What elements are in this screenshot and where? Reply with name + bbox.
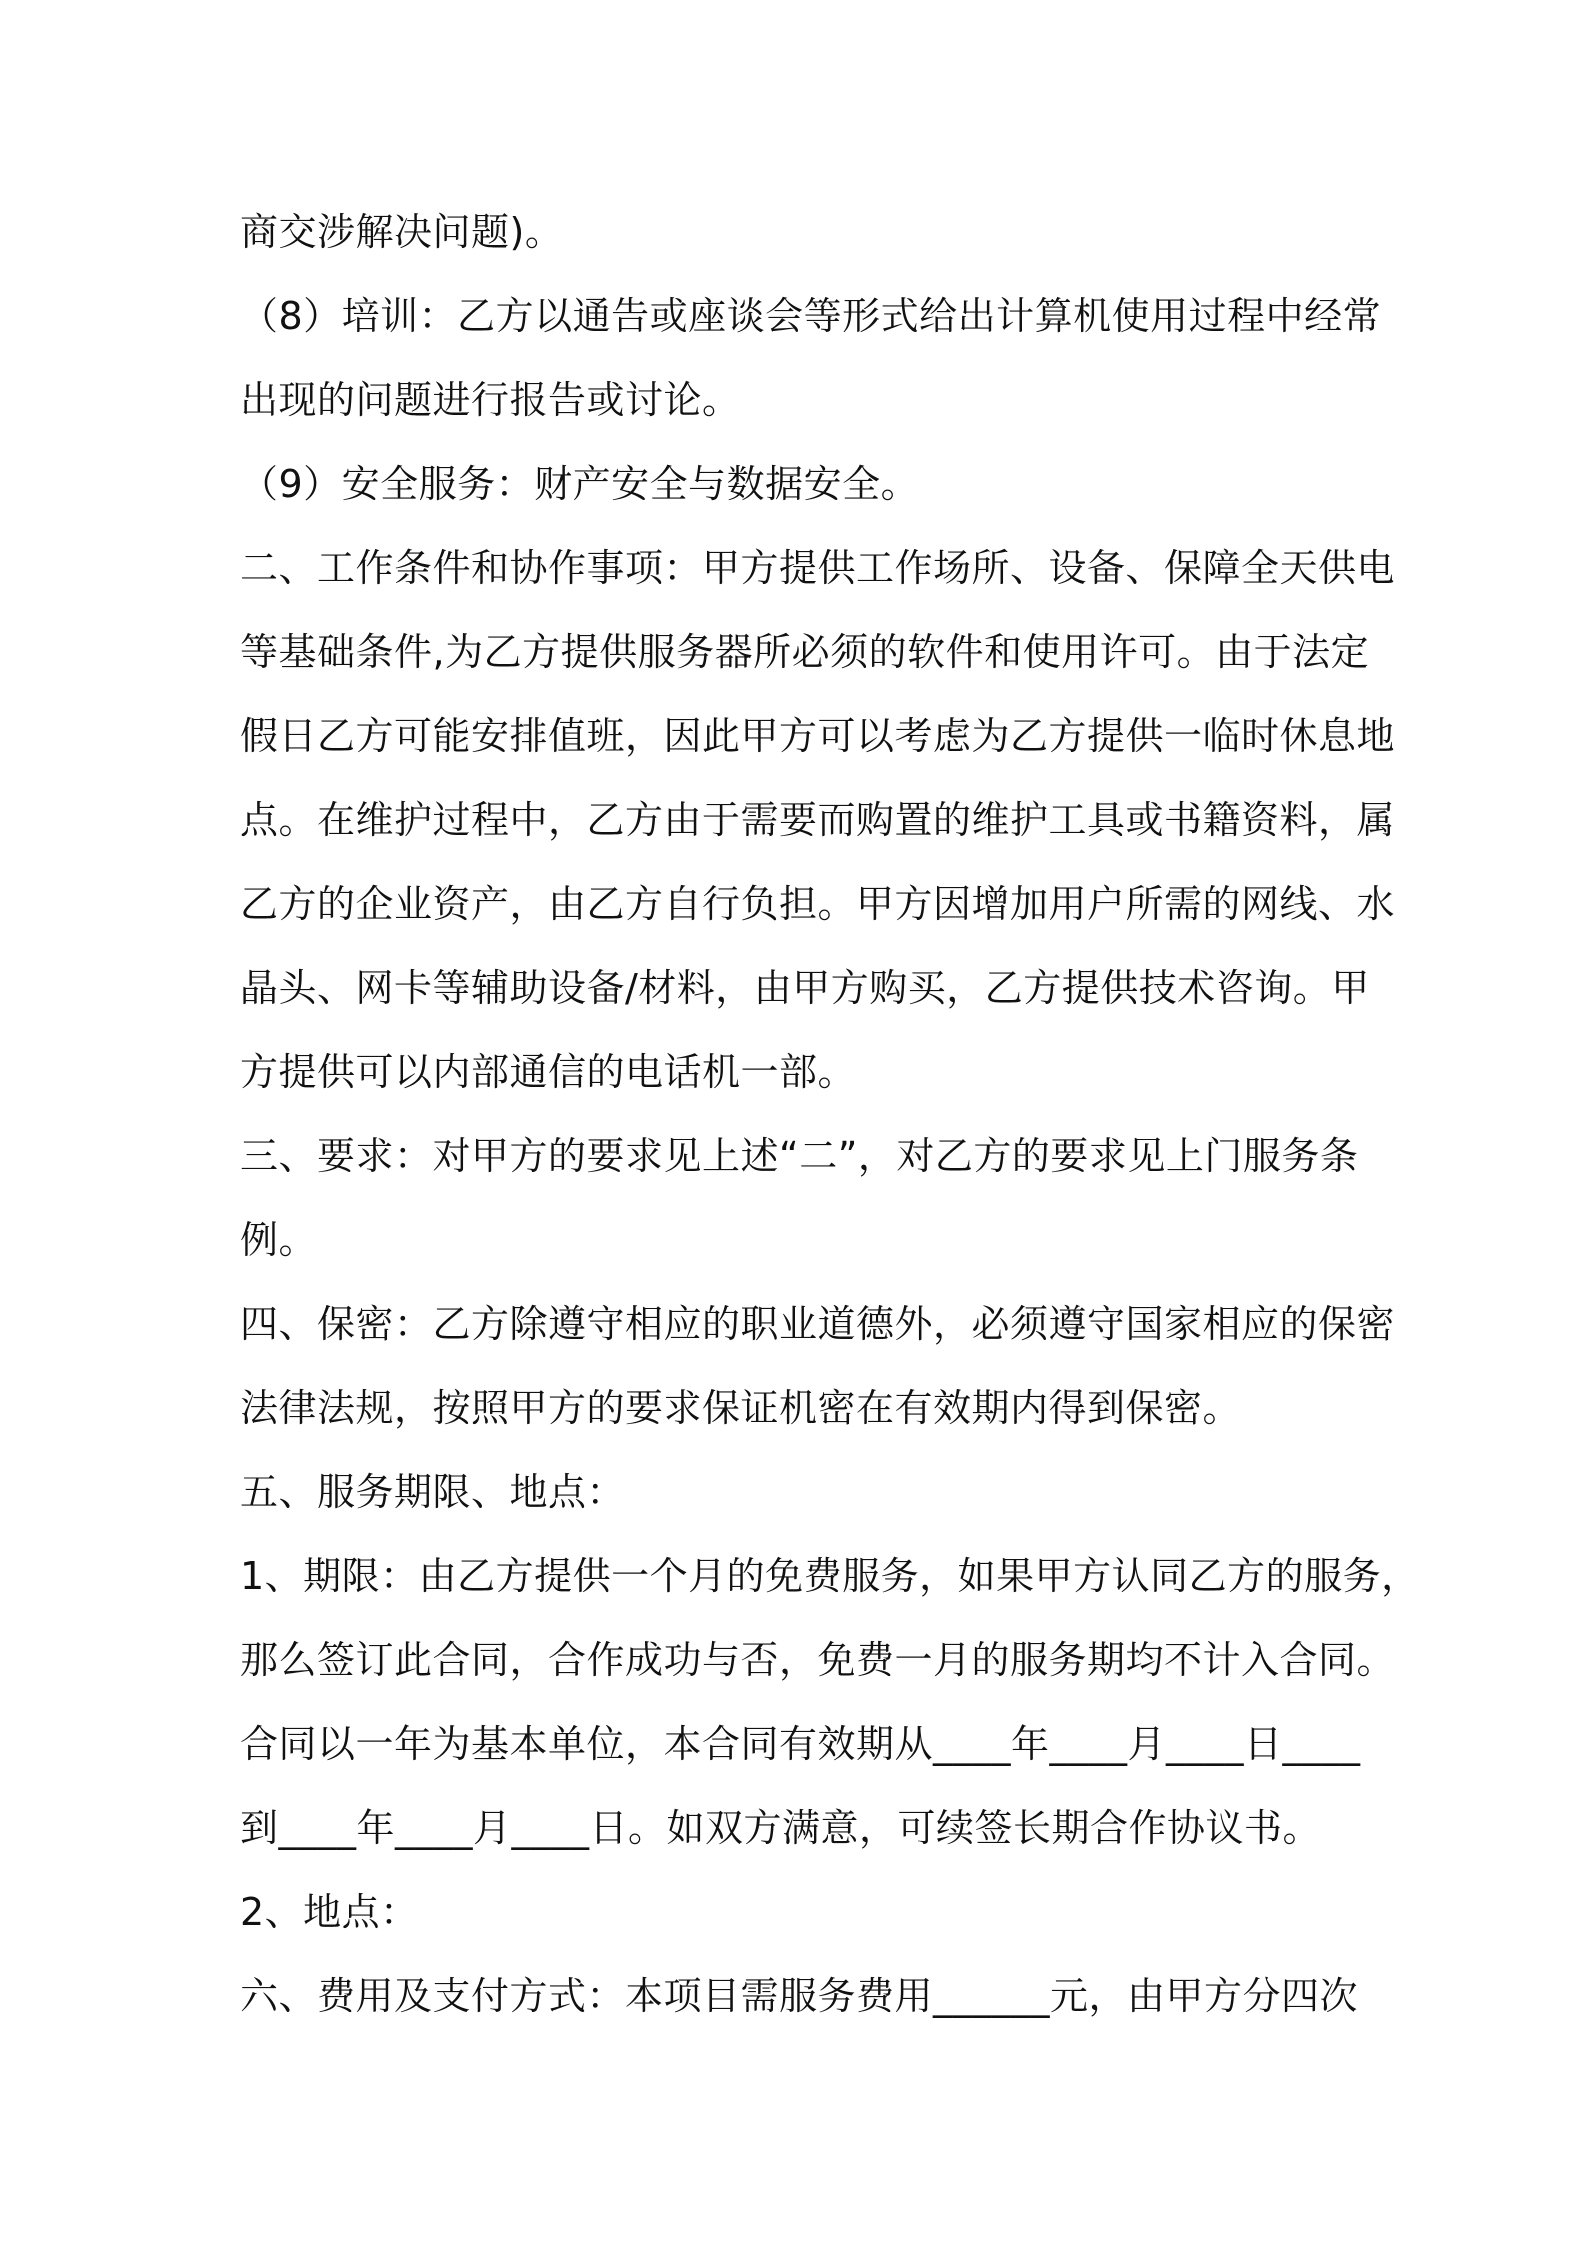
text-line: 例。 xyxy=(240,1218,318,1262)
text-line: 那么签订此合同，合作成功与否，免费一月的服务期均不计入合同。 xyxy=(240,1638,1396,1682)
text-line: 到____年____月____日。如双方满意，可续签长期合作协议书。 xyxy=(240,1806,1322,1850)
text-line: 点。在维护过程中，乙方由于需要而购置的维护工具或书籍资料，属 xyxy=(240,798,1396,842)
text-line: 1、期限：由乙方提供一个月的免费服务，如果甲方认同乙方的服务， xyxy=(240,1554,1420,1598)
text-line: 四、保密：乙方除遵守相应的职业道德外，必须遵守国家相应的保密 xyxy=(240,1302,1396,1346)
text-line: 法律法规，按照甲方的要求保证机密在有效期内得到保密。 xyxy=(240,1386,1242,1430)
text-line: （8）培训：乙方以通告或座谈会等形式给出计算机使用过程中经常 xyxy=(240,294,1382,338)
text-line: 乙方的企业资产，由乙方自行负担。甲方因增加用户所需的网线、水 xyxy=(240,882,1396,926)
text-line: 商交涉解决问题)。 xyxy=(240,210,564,254)
text-line: 五、服务期限、地点： xyxy=(240,1470,626,1514)
text-line: 方提供可以内部通信的电话机一部。 xyxy=(240,1050,857,1094)
text-line: 六、费用及支付方式：本项目需服务费用______元，由甲方分四次 xyxy=(240,1974,1359,2018)
text-line: 出现的问题进行报告或讨论。 xyxy=(240,378,741,422)
text-line: 二、工作条件和协作事项：甲方提供工作场所、设备、保障全天供电 xyxy=(240,546,1396,590)
text-line: 三、要求：对甲方的要求见上述“二”，对乙方的要求见上门服务条 xyxy=(240,1134,1359,1178)
text-line: 晶头、网卡等辅助设备/材料，由甲方购买，乙方提供技术咨询。甲 xyxy=(240,966,1370,1010)
text-line: 等基础条件,为乙方提供服务器所必须的软件和使用许可。由于法定 xyxy=(240,630,1370,674)
contract-text-body xyxy=(240,190,1420,2038)
text-line: 假日乙方可能安排值班，因此甲方可以考虑为乙方提供一临时休息地 xyxy=(240,714,1396,758)
text-line: 2、地点： xyxy=(240,1890,419,1934)
text-line: （9）安全服务：财产安全与数据安全。 xyxy=(240,462,920,506)
text-line: 合同以一年为基本单位，本合同有效期从____年____月____日____ xyxy=(240,1722,1361,1766)
